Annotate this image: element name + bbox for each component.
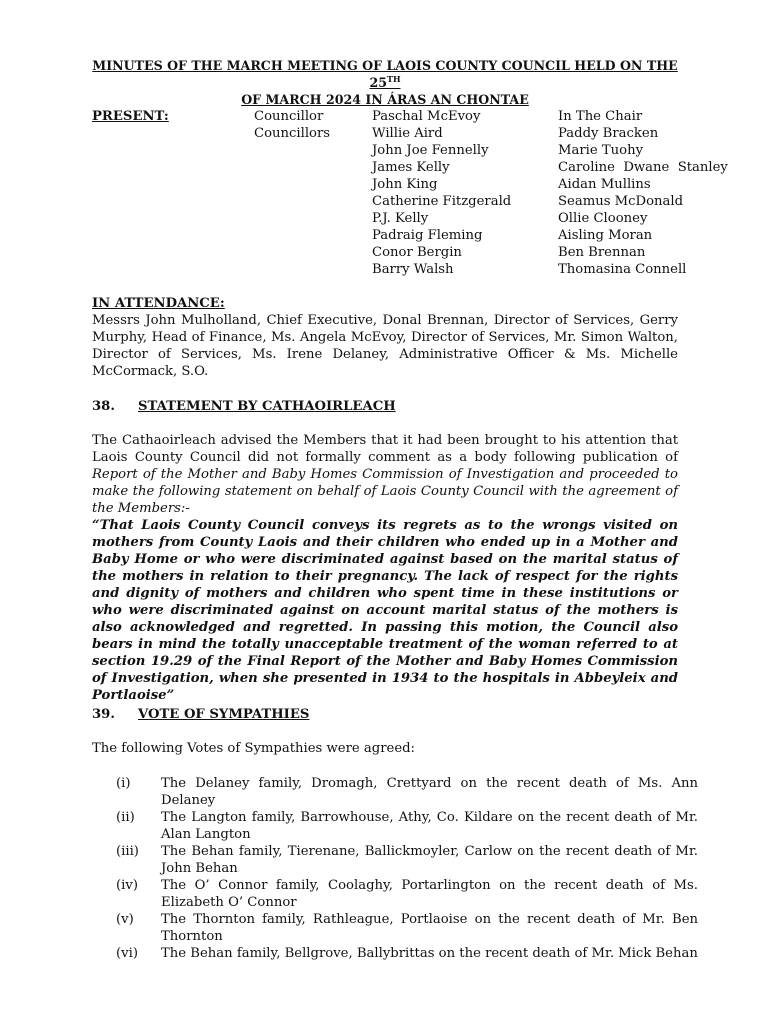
section-38-heading (92, 398, 396, 415)
member-name: Marie Tuohy (558, 143, 644, 158)
item-text: The Behan family, Bellgrove, Ballybrittas on the recent death of Mr. Mick Behan (161, 946, 698, 961)
item-number: (vi) (116, 946, 138, 961)
item-number: (iv) (116, 878, 138, 893)
list-item (116, 911, 698, 945)
attendance-text: Messrs John Mulholland, Chief Executive, Donal Brennan, Director of Services, Gerry Murphy, Head of Finance, Ms. Angela McEvoy, Director of Services, Mr. Simon Walton, Director of Services, Ms. Irene Delaney, Administrative Officer & Ms. Michelle McCormack, S.O. (92, 313, 678, 379)
document-title (92, 57, 678, 108)
title-superscript: TH (387, 74, 401, 84)
sympathies-intro: The following Votes of Sympathies were agreed: (92, 741, 416, 756)
title-line-1: MINUTES OF THE MARCH MEETING OF LAOIS COUNTY COUNCIL HELD ON THE 25 (92, 58, 678, 90)
statement-intro (92, 432, 678, 517)
list-item (116, 877, 698, 911)
member-name: Caroline Dwane Stanley (558, 160, 728, 175)
role-councillor: Councillor (254, 109, 324, 124)
member-name: Willie Aird (372, 126, 443, 141)
member-name: P.J. Kelly (372, 211, 429, 226)
list-item (116, 945, 698, 962)
section-number: 38. (92, 399, 115, 414)
present-names-column-2 (558, 108, 728, 278)
member-name: Aisling Moran (558, 228, 653, 243)
present-names-column-1 (372, 108, 511, 278)
section-number: 39. (92, 707, 115, 722)
statement-quote: “That Laois County Council conveys its regrets as to the wrongs visited on mothers from County Laois and their children who ended up in a Mother and Baby Home or who were discriminated against based on the marital status of the mothers in relation to their pregnancy. The lack of respect for the rights and dignity of mothers and children who spent time in these institutions or who were discriminated against on account marital status of the mothers is also acknowledged and regretted. In passing this motion, the Council also bears in mind the totally unacceptable treatment of the woman referred to at section 19.29 of the Final Report of the Mother and Baby Homes Commission of Investigation, when she presented in 1934 to the hospitals in Abbeyleix and Portlaoise” (92, 518, 678, 703)
item-text: The Thornton family, Rathleague, Portlaoise on the recent death of Mr. Ben Thornton (161, 912, 698, 944)
member-name: Conor Bergin (372, 245, 462, 260)
member-name: Padraig Fleming (372, 228, 483, 243)
member-name: Paschal McEvoy (372, 109, 481, 124)
item-text: The Langton family, Barrowhouse, Athy, Co. Kildare on the recent death of Mr. Alan Langton (161, 810, 698, 842)
list-item (116, 843, 698, 877)
item-number: (ii) (116, 810, 135, 825)
attendance-heading: IN ATTENDANCE: (92, 296, 225, 311)
section-title: STATEMENT BY CATHAOIRLEACH (138, 399, 396, 414)
member-name: Thomasina Connell (558, 262, 687, 277)
section-39-heading (92, 706, 309, 723)
list-item (116, 809, 698, 843)
role-councillors: Councillors (254, 126, 331, 141)
section-title: VOTE OF SYMPATHIES (138, 707, 310, 722)
list-item (116, 775, 698, 809)
item-text: The Delaney family, Dromagh, Crettyard on the recent death of Ms. Ann Delaney (161, 776, 698, 808)
item-number: (i) (116, 776, 131, 791)
member-name: Aidan Mullins (558, 177, 651, 192)
title-line-2: OF MARCH 2024 IN ÁRAS AN CHONTAE (241, 92, 529, 107)
item-text: The O’ Connor family, Coolaghy, Portarlington on the recent death of Ms. Elizabeth O’ Connor (161, 878, 698, 910)
statement-intro-text: The Cathaoirleach advised the Members that it had been brought to his attention that Laois County Council did not formally comment as a body following publication of (92, 433, 678, 465)
present-label: PRESENT: (92, 109, 169, 124)
item-text: The Behan family, Tierenane, Ballickmoyler, Carlow on the recent death of Mr. John Behan (161, 844, 698, 876)
member-name: Seamus McDonald (558, 194, 684, 209)
present-role-column (254, 108, 330, 142)
statement-intro-italic: Report of the Mother and Baby Homes Commission of Investigation and proceeded to make the following statement on behalf of Laois County Council with the agreement of the Members:- (92, 467, 678, 516)
member-name: Paddy Bracken (558, 126, 659, 141)
member-name: John Joe Fennelly (372, 143, 489, 158)
member-name: Catherine Fitzgerald (372, 194, 512, 209)
chair-note: In The Chair (558, 109, 643, 124)
member-name: Ollie Clooney (558, 211, 648, 226)
member-name: James Kelly (372, 160, 450, 175)
item-number: (v) (116, 912, 134, 927)
member-name: Barry Walsh (372, 262, 454, 277)
member-name: Ben Brennan (558, 245, 646, 260)
member-name: John King (372, 177, 438, 192)
sympathies-list (116, 775, 698, 962)
item-number: (iii) (116, 844, 139, 859)
